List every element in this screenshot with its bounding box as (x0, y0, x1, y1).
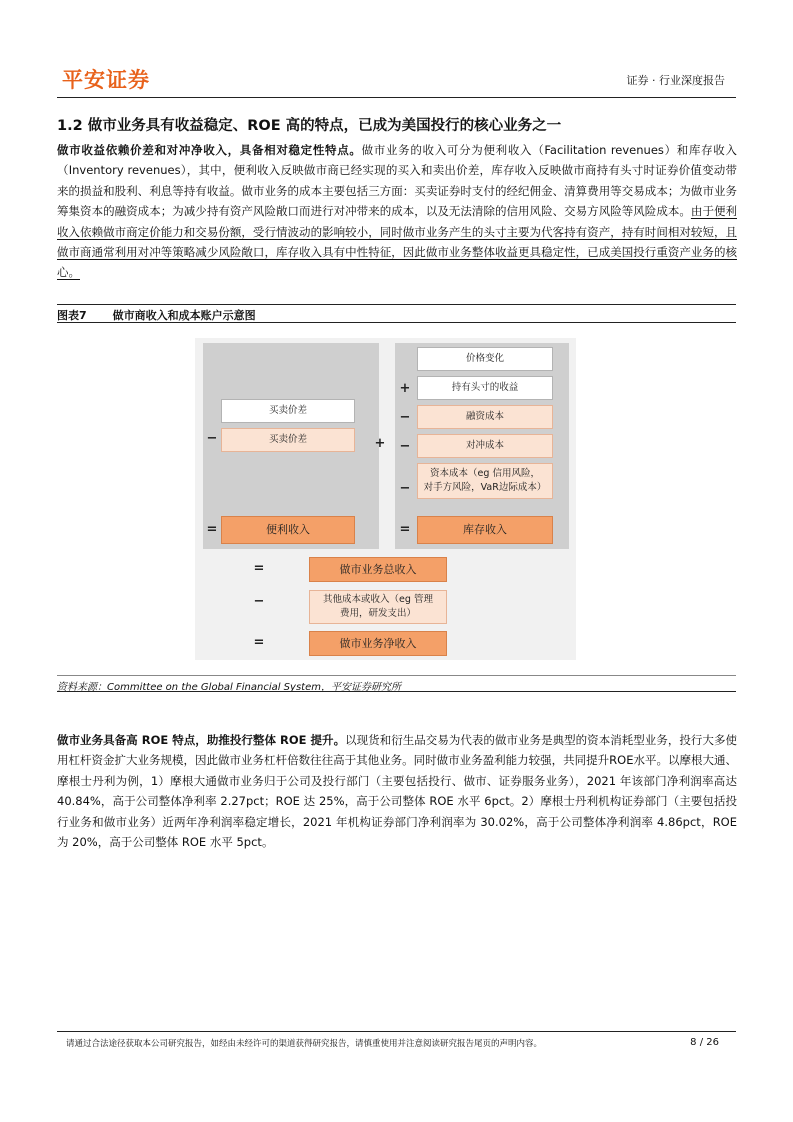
paragraph-1 (57, 140, 737, 283)
bottom-equals-operator-1: = (253, 561, 265, 576)
paragraph-2-body: 以现货和衍生品交易为代表的做市业务是典型的资本消耗型业务，投行大多使用杠杆资金扩大业务规模，因此做市业务杠杆倍数往往高于其他业务。同时做市业务盈利能力较强，共同提升ROE水平。以摩根大通、摩根士丹利为例，1）摩根大通做市业务归于公司及投行部门（主要包括投行、做市、证券服务业务），2021 年该部门净利润率高达 40.84%，高于公司整体净利率 2.27pct；ROE 达 25%，高于公司整体 ROE 水平 6pct。2）摩根士丹利机构证券部门（主要包括投行业务和做市业务）近两年净利润率稳定增长，2021 年机构证券部门净利润率为 30.02%，高于公司整体净利润率 4.86pct，ROE 为 20%，高于公司整体 ROE 水平 5pct。 (57, 733, 737, 850)
spread-box-1: 买卖价差 (221, 399, 355, 423)
figure-number: 图表7 (57, 309, 87, 322)
header-divider (57, 97, 736, 98)
left-equals-operator: = (206, 522, 218, 537)
paragraph-1-underlined: 由于便利收入依赖做市商定价能力和交易份额，受行情波动的影响较小，同时做市业务产生的头寸主要为代客持有资产，持有时间相对较短，且做市商通常利用对冲等策略减少风险敞口，库存收入具有中性特征，因此做市业务整体收益更具稳定性，已成美国投行重资产业务的核心。 (57, 204, 737, 280)
paragraph-1-body: 做市业务的收入可分为便利收入（Facilitation revenues）和库存收入（Inventory revenues），其中，便利收入反映做市商已经实现的买入和卖出价差，库存收入反映做市商持有头寸时证券价值变动带来的损益和股利、利息等持有收益。做市业务的成本主要包括三方面：买卖证券时支付的经纪佣金、清算费用等交易成本；为做市业务筹集资本的融资成本；为减少持有资产风险敞口而进行对冲带来的成本，以及无法清除的信用风险、交易方风险等风险成本。 (57, 143, 737, 219)
inventory-revenue-box: 库存收入 (417, 516, 553, 544)
other-cost-box (309, 590, 447, 624)
company-logo: 平安证券 (62, 68, 150, 92)
figure-source: 资料来源：Committee on the Global Financial System，平安证券研究所 (57, 682, 401, 693)
funding-cost-box: 融资成本 (417, 405, 553, 429)
paragraph-2 (57, 730, 737, 852)
figure-title-rule (57, 322, 736, 323)
net-revenue-box: 做市业务净收入 (309, 631, 447, 656)
page-number: 8 / 26 (690, 1037, 719, 1048)
figure-title: 做市商收入和成本账户示意图 (112, 309, 256, 322)
right-minus-operator-2: − (399, 439, 411, 454)
middle-plus-operator: + (374, 436, 386, 451)
paragraph-2-lead: 做市业务具备高 ROE 特点，助推投行整体 ROE 提升。 (57, 733, 346, 747)
bottom-minus-operator: − (253, 594, 265, 609)
figure-bottom-rule (57, 675, 736, 676)
right-panel (395, 343, 569, 549)
revenue-cost-diagram (195, 338, 576, 660)
hedging-cost-box: 对冲成本 (417, 434, 553, 458)
facilitation-revenue-box: 便利收入 (221, 516, 355, 544)
document-type: 证券 · 行业深度报告 (626, 74, 725, 87)
left-panel (203, 343, 379, 549)
capital-cost-line-1: 资本成本（eg 信用风险， (430, 468, 540, 479)
right-plus-operator: + (399, 381, 411, 396)
footer-disclaimer: 请通过合法途径获取本公司研究报告，如经由未经许可的渠道获得研究报告，请慎重使用并注意阅读研究报告尾页的声明内容。 (66, 1039, 543, 1049)
figure-end-rule (57, 691, 736, 692)
capital-cost-line-2: 对手方风险，VaR边际成本） (423, 482, 547, 493)
bottom-equals-operator-2: = (253, 635, 265, 650)
spread-box-2: 买卖价差 (221, 428, 355, 452)
right-minus-operator-1: − (399, 410, 411, 425)
right-minus-operator-3: − (399, 481, 411, 496)
footer-divider (57, 1031, 736, 1032)
other-cost-line-1: 其他成本或收入（eg 管理 (323, 594, 433, 605)
figure-top-rule (57, 304, 736, 305)
other-cost-line-2: 费用，研发支出） (339, 608, 416, 619)
section-heading: 1.2 做市业务具有收益稳定、ROE 高的特点，已成为美国投行的核心业务之一 (57, 118, 562, 134)
price-change-box: 价格变化 (417, 347, 553, 371)
holding-gain-box: 持有头寸的收益 (417, 376, 553, 400)
capital-cost-box (417, 463, 553, 499)
figure-caption (57, 307, 282, 323)
left-minus-operator: − (206, 431, 218, 446)
right-equals-operator: = (399, 522, 411, 537)
total-revenue-box: 做市业务总收入 (309, 557, 447, 582)
paragraph-1-lead: 做市收益依赖价差和对冲净收入，具备相对稳定性特点。 (57, 143, 362, 157)
